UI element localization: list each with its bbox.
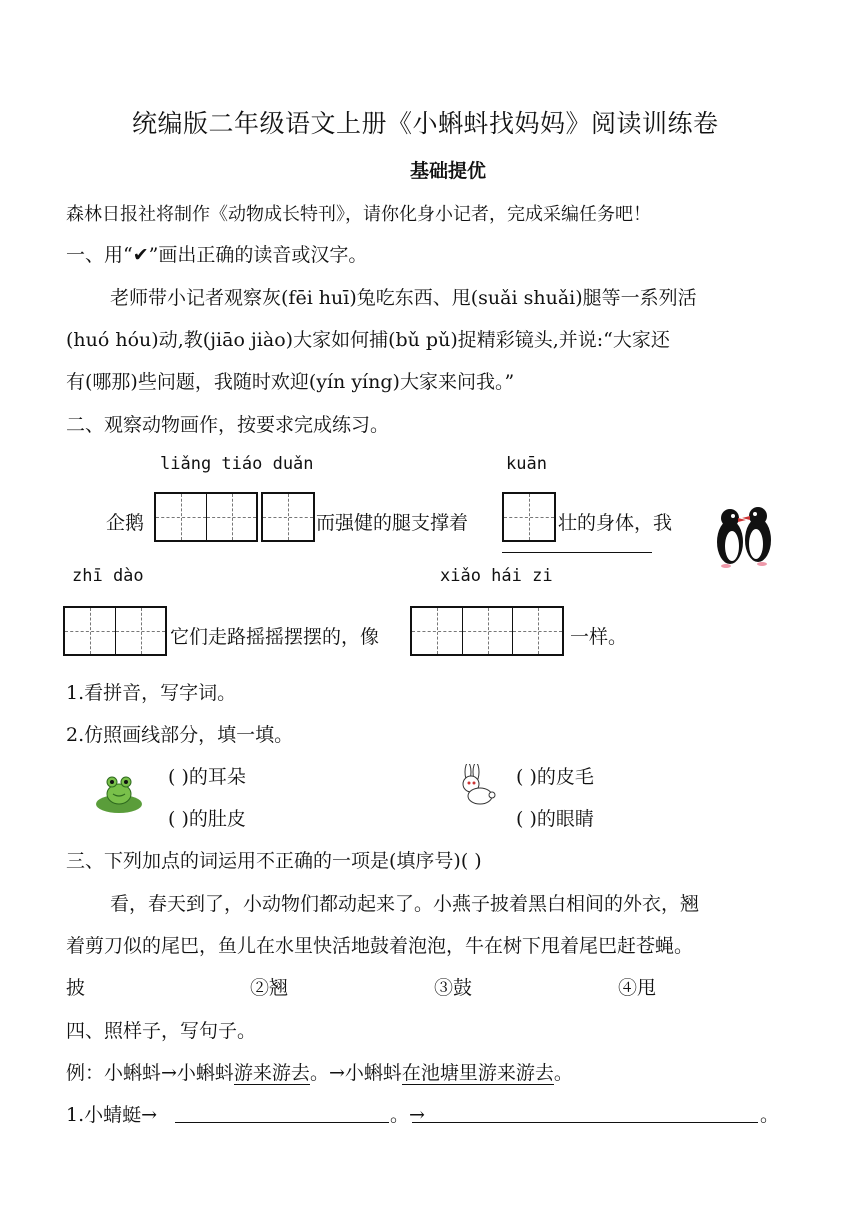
- q1-line-3: 有(哪那)些问题，我随时欢迎(yín yíng)大家来问我。”: [66, 371, 515, 393]
- writing-grid-4[interactable]: [63, 606, 167, 656]
- writing-grid-3[interactable]: [502, 492, 556, 542]
- fill-blank-belly[interactable]: ( )的肚皮: [168, 808, 246, 830]
- q4-item-1-mid: 。→: [390, 1104, 425, 1126]
- writing-grid-5[interactable]: [410, 606, 564, 656]
- q3-option-3[interactable]: ③鼓: [434, 977, 473, 999]
- q4-item-1-blank-1[interactable]: [175, 1122, 389, 1123]
- q3-passage-line-1: 看，春天到了，小动物们都动起来了。小燕子披着黑白相间的外衣，翘: [110, 893, 700, 915]
- sentence-seg-3: 壮的身体，我: [558, 512, 673, 534]
- sentence-seg-4: 它们走路摇摇摆摆的，像: [170, 626, 380, 648]
- underline-blank: [502, 552, 652, 553]
- q3-option-4[interactable]: ④甩: [618, 977, 657, 999]
- pinyin-xiao-hai-zi: xiǎo hái zi: [440, 566, 553, 586]
- grid-cell[interactable]: [115, 608, 165, 654]
- sentence-seg-1: 企鹅: [106, 512, 145, 534]
- q2-sub-2: 2.仿照画线部分，填一填。: [66, 724, 294, 746]
- pinyin-zhi-dao: zhī dào: [72, 566, 144, 586]
- example-prefix: 例：小蝌蚪→小蝌蚪: [66, 1062, 234, 1084]
- grid-cell[interactable]: [156, 494, 206, 540]
- grid-cell[interactable]: [462, 608, 512, 654]
- fill-blank-ears[interactable]: ( )的耳朵: [168, 766, 246, 788]
- q1-line-1: 老师带小记者观察灰(fēi huī)兔吃东西、甩(suǎi shuǎi)腿等一系列活: [110, 287, 697, 309]
- grid-cell[interactable]: [206, 494, 256, 540]
- q1-heading: 一、用“✔”画出正确的读音或汉字。: [66, 244, 368, 266]
- frog-icon: [94, 770, 144, 814]
- q4-item-1-label: 1.小蜻蜓→: [66, 1104, 158, 1126]
- grid-cell[interactable]: [65, 608, 115, 654]
- fill-blank-fur[interactable]: ( )的皮毛: [516, 766, 594, 788]
- q3-passage-line-2: 着剪刀似的尾巴，鱼儿在水里快活地鼓着泡泡，牛在树下甩着尾巴赶苍蝇。: [66, 935, 694, 957]
- q4-heading: 四、照样子，写句子。: [66, 1020, 257, 1042]
- fill-blank-eyes[interactable]: ( )的眼睛: [516, 808, 594, 830]
- sentence-seg-5: 一样。: [570, 626, 628, 648]
- rabbit-icon: [454, 764, 496, 808]
- grid-cell[interactable]: [504, 494, 554, 540]
- grid-cell[interactable]: [412, 608, 462, 654]
- sentence-seg-2: 而强健的腿支撑着: [316, 512, 469, 534]
- section-subtitle: 基础提优: [410, 160, 487, 182]
- q3-heading: 三、下列加点的词运用不正确的一项是(填序号)( ): [66, 850, 482, 872]
- penguin-illustration: [708, 500, 778, 572]
- page-title: 统编版二年级语文上册《小蝌蚪找妈妈》阅读训练卷: [132, 109, 719, 138]
- q4-item-1-blank-2[interactable]: [412, 1122, 758, 1123]
- q3-option-1[interactable]: 披: [66, 977, 86, 999]
- writing-grid-2[interactable]: [261, 492, 315, 542]
- example-underline-1: 游来游去: [233, 1062, 310, 1084]
- example-mid: 。→小蝌蚪: [309, 1062, 402, 1084]
- grid-cell[interactable]: [263, 494, 313, 540]
- q3-option-2[interactable]: ②翘: [250, 977, 289, 999]
- example-underline-2: 在池塘里游来游去: [401, 1062, 554, 1084]
- writing-grid-1[interactable]: [154, 492, 258, 542]
- q2-heading: 二、观察动物画作，按要求完成练习。: [66, 414, 390, 436]
- example-end: 。: [553, 1062, 573, 1084]
- q1-line-2: (huó hóu)动,教(jiāo jiào)大家如何捕(bǔ pǔ)捉精彩镜头,并说:“大家还: [66, 329, 670, 351]
- q4-item-1-end: 。: [760, 1104, 780, 1126]
- q4-example: [66, 1058, 573, 1085]
- pinyin-liang-tiao-duan: liǎng tiáo duǎn: [160, 454, 314, 474]
- intro-text: 森林日报社将制作《动物成长特刊》，请你化身小记者，完成采编任务吧！: [66, 204, 651, 225]
- q2-sub-1: 1.看拼音，写字词。: [66, 682, 237, 704]
- grid-cell[interactable]: [512, 608, 562, 654]
- pinyin-kuan: kuān: [506, 454, 547, 474]
